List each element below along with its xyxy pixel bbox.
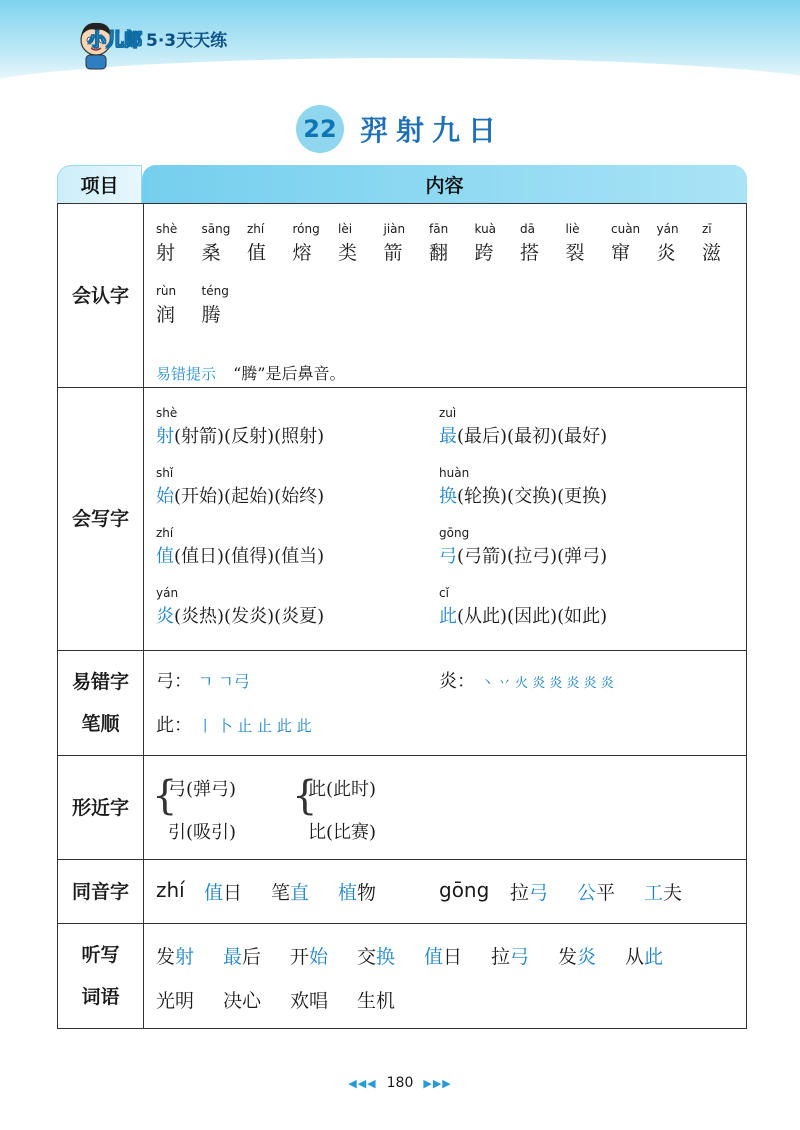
write-line bbox=[439, 422, 607, 448]
write-char: 最 bbox=[439, 426, 457, 447]
word-highlight: 公 bbox=[577, 882, 597, 904]
dictation-word bbox=[424, 942, 462, 969]
word-part: 交 bbox=[357, 946, 377, 968]
brand-name: 小儿郎 bbox=[88, 30, 142, 51]
recognize-char bbox=[702, 222, 746, 265]
lesson-title-bar bbox=[0, 105, 800, 153]
recognize-content bbox=[144, 204, 746, 387]
lesson-number-badge: 22 bbox=[296, 105, 344, 153]
hanzi-char: 翻 bbox=[429, 242, 449, 264]
word-part: 日 bbox=[443, 946, 463, 968]
pinyin-label: shǐ bbox=[156, 466, 174, 480]
dictation-word: 决心 bbox=[223, 990, 262, 1012]
dictation-word bbox=[223, 942, 261, 969]
row-label-write: 会写字 bbox=[58, 388, 144, 650]
write-char: 此 bbox=[439, 606, 457, 627]
pinyin-label: jiàn bbox=[383, 222, 406, 236]
pinyin-label: liè bbox=[565, 222, 580, 236]
stroke-gong bbox=[156, 667, 250, 693]
homophone-word bbox=[577, 878, 615, 905]
homophone-pinyin-2: gōng bbox=[439, 878, 490, 902]
pinyin-label: yán bbox=[156, 586, 179, 600]
hanzi-char: 桑 bbox=[201, 242, 221, 264]
dictation-word: 生机 bbox=[357, 990, 396, 1012]
word-part: 日 bbox=[223, 882, 243, 904]
column-header-item: 项目 bbox=[57, 165, 142, 203]
dictation-word: 光明 bbox=[156, 990, 195, 1012]
write-char: 换 bbox=[439, 486, 457, 507]
similar-b2: 比(比赛) bbox=[308, 822, 377, 843]
hint-label: 易错提示 bbox=[156, 365, 217, 383]
pinyin-label: zuì bbox=[439, 406, 457, 420]
word-highlight: 始 bbox=[309, 946, 329, 968]
left-arrows-icon: ◀◀◀ bbox=[348, 1076, 377, 1090]
brace-left-2: { bbox=[292, 773, 318, 819]
stroke-gong-label: 弓： bbox=[156, 671, 192, 692]
write-words: (最后)(最初)(最好) bbox=[457, 426, 608, 447]
recognize-char bbox=[247, 222, 291, 265]
table-row-dictation bbox=[57, 924, 747, 1029]
word-highlight: 炎 bbox=[577, 946, 597, 968]
row-label-dictation-1: 听写 bbox=[81, 944, 120, 966]
word-part: 夫 bbox=[663, 882, 683, 904]
row-label-similar: 形近字 bbox=[58, 756, 144, 859]
word-highlight: 值 bbox=[424, 946, 444, 968]
hint-line bbox=[156, 361, 345, 384]
dictation-word bbox=[625, 942, 663, 969]
write-item bbox=[439, 586, 607, 628]
hanzi-char: 跨 bbox=[474, 242, 494, 264]
pinyin-label: téng bbox=[201, 284, 229, 298]
write-line bbox=[156, 542, 324, 568]
pinyin-label: huàn bbox=[439, 466, 470, 480]
write-line bbox=[439, 602, 607, 628]
pinyin-label: lèi bbox=[338, 222, 353, 236]
homophone-word bbox=[204, 878, 242, 905]
recognize-char bbox=[338, 222, 382, 265]
word-part: 物 bbox=[357, 882, 377, 904]
write-item bbox=[439, 406, 607, 448]
table-row-recognize bbox=[57, 203, 747, 388]
stroke-yan bbox=[439, 667, 614, 693]
write-line bbox=[439, 482, 607, 508]
recognize-char bbox=[611, 222, 655, 265]
lesson-title: 羿射九日 bbox=[359, 114, 504, 147]
pinyin-label: shè bbox=[156, 406, 178, 420]
word-part: 平 bbox=[596, 882, 616, 904]
homophone-word bbox=[510, 878, 548, 905]
write-char: 射 bbox=[156, 426, 174, 447]
write-item bbox=[439, 526, 607, 568]
row-label-recognize: 会认字 bbox=[58, 204, 144, 387]
similar-a2: 引(吸引) bbox=[168, 822, 237, 843]
dictation-content bbox=[144, 924, 746, 1028]
word-highlight: 直 bbox=[290, 882, 310, 904]
row-label-dictation-2: 词语 bbox=[81, 986, 120, 1008]
table-row-similar bbox=[57, 756, 747, 860]
recognize-char bbox=[293, 222, 337, 265]
write-item bbox=[156, 466, 324, 508]
word-part: 后 bbox=[242, 946, 262, 968]
pinyin-label: zhí bbox=[156, 526, 174, 540]
brand-logo bbox=[88, 26, 227, 52]
summary-table bbox=[57, 165, 747, 1029]
word-highlight: 值 bbox=[204, 882, 224, 904]
write-line bbox=[156, 422, 324, 448]
homophone-word bbox=[271, 878, 309, 905]
similar-b1: 此(此时) bbox=[308, 779, 377, 800]
stroke-ci-label: 此： bbox=[156, 715, 192, 736]
stroke-ci bbox=[156, 711, 312, 737]
dictation-word bbox=[156, 942, 194, 969]
dictation-word bbox=[558, 942, 596, 969]
pinyin-label: gōng bbox=[439, 526, 470, 540]
hanzi-char: 熔 bbox=[292, 242, 312, 264]
homophone-word bbox=[644, 878, 682, 905]
word-part: 拉 bbox=[510, 882, 530, 904]
hanzi-char: 窜 bbox=[611, 242, 631, 264]
pinyin-label: kuà bbox=[474, 222, 497, 236]
recognize-char bbox=[520, 222, 564, 265]
pinyin-label: dā bbox=[520, 222, 535, 236]
hanzi-char: 搭 bbox=[520, 242, 540, 264]
strokes-content bbox=[144, 651, 746, 755]
hanzi-char: 值 bbox=[247, 242, 267, 264]
word-part: 开 bbox=[290, 946, 310, 968]
homophone-word bbox=[338, 878, 376, 905]
page-number: 180 bbox=[386, 1075, 414, 1091]
hanzi-char: 裂 bbox=[565, 242, 585, 264]
write-line bbox=[156, 602, 324, 628]
word-highlight: 此 bbox=[644, 946, 664, 968]
write-words: (从此)(因此)(如此) bbox=[457, 606, 608, 627]
write-item bbox=[156, 406, 324, 448]
recognize-char bbox=[657, 222, 701, 265]
write-words: (弓箭)(拉弓)(弹弓) bbox=[457, 546, 608, 567]
pinyin-label: zhí bbox=[247, 222, 265, 236]
column-header-content: 内容 bbox=[142, 165, 747, 203]
recognize-char bbox=[202, 222, 246, 265]
write-char: 值 bbox=[156, 546, 174, 567]
hanzi-char: 炎 bbox=[656, 242, 676, 264]
recognize-char bbox=[156, 284, 200, 327]
page-footer bbox=[0, 1075, 800, 1091]
right-arrows-icon: ▶▶▶ bbox=[423, 1076, 452, 1090]
stroke-yan-sequence: 丶 丷 火 炎 炎 炎 炎 炎 bbox=[480, 676, 614, 691]
pinyin-label: cuàn bbox=[611, 222, 641, 236]
hanzi-char: 腾 bbox=[201, 304, 221, 326]
hanzi-char: 润 bbox=[156, 304, 176, 326]
pinyin-label: cǐ bbox=[439, 586, 449, 600]
word-part: 发 bbox=[558, 946, 578, 968]
word-highlight: 弓 bbox=[529, 882, 549, 904]
hanzi-char: 滋 bbox=[702, 242, 722, 264]
table-header bbox=[57, 165, 747, 203]
row-label-strokes-1: 易错字 bbox=[71, 671, 129, 693]
recognize-char bbox=[566, 222, 610, 265]
homophone-pinyin-1: zhí bbox=[156, 878, 185, 902]
hint-text: “腾”是后鼻音。 bbox=[233, 364, 346, 383]
pinyin-label: yán bbox=[656, 222, 679, 236]
table-row-write bbox=[57, 388, 747, 651]
write-item bbox=[156, 526, 324, 568]
dictation-word bbox=[491, 942, 529, 969]
word-highlight: 射 bbox=[175, 946, 195, 968]
pinyin-label: rùn bbox=[156, 284, 177, 298]
table-row-homophone bbox=[57, 860, 747, 924]
write-item bbox=[439, 466, 607, 508]
stroke-gong-sequence: ㄱ ㄱ弓 bbox=[197, 672, 250, 691]
word-highlight: 弓 bbox=[510, 946, 530, 968]
write-words: (射箭)(反射)(照射) bbox=[174, 426, 325, 447]
write-content bbox=[144, 388, 746, 650]
stroke-ci-sequence: 丨 卜 止 止 此 此 bbox=[197, 717, 312, 735]
similar-a1: 弓(弹弓) bbox=[168, 779, 237, 800]
recognize-char bbox=[429, 222, 473, 265]
word-part: 从 bbox=[625, 946, 645, 968]
dictation-word bbox=[357, 942, 395, 969]
row-label-strokes bbox=[58, 651, 144, 755]
dictation-word: 欢唱 bbox=[290, 990, 329, 1012]
hanzi-char: 类 bbox=[338, 242, 358, 264]
word-highlight: 工 bbox=[644, 882, 664, 904]
stroke-yan-label: 炎： bbox=[439, 671, 475, 692]
write-item bbox=[156, 586, 324, 628]
row-label-dictation bbox=[58, 924, 144, 1028]
dictation-word bbox=[290, 942, 328, 969]
recognize-char bbox=[202, 284, 246, 327]
word-highlight: 植 bbox=[338, 882, 358, 904]
write-words: (值日)(值得)(值当) bbox=[174, 546, 325, 567]
similar-content bbox=[144, 756, 746, 859]
recognize-char bbox=[475, 222, 519, 265]
recognize-char bbox=[156, 222, 200, 265]
pinyin-label: zī bbox=[702, 222, 712, 236]
write-words: (轮换)(交换)(更换) bbox=[457, 486, 608, 507]
pinyin-label: róng bbox=[292, 222, 320, 236]
pinyin-label: fān bbox=[429, 222, 449, 236]
row-label-homophone: 同音字 bbox=[58, 860, 144, 923]
word-highlight: 换 bbox=[376, 946, 396, 968]
pinyin-label: sāng bbox=[201, 222, 231, 236]
recognize-char bbox=[384, 222, 428, 265]
brace-left-1: { bbox=[152, 773, 178, 819]
hanzi-char: 箭 bbox=[383, 242, 403, 264]
write-char: 始 bbox=[156, 486, 174, 507]
word-part: 发 bbox=[156, 946, 176, 968]
word-part: 拉 bbox=[491, 946, 511, 968]
write-words: (开始)(起始)(始终) bbox=[174, 486, 325, 507]
word-part: 笔 bbox=[271, 882, 291, 904]
row-label-strokes-2: 笔顺 bbox=[81, 713, 120, 735]
write-words: (炎热)(发炎)(炎夏) bbox=[174, 606, 325, 627]
write-char: 炎 bbox=[156, 606, 174, 627]
write-line bbox=[156, 482, 324, 508]
hanzi-char: 射 bbox=[156, 242, 176, 264]
write-line bbox=[439, 542, 607, 568]
homophone-content bbox=[144, 860, 746, 923]
brand-series: 5·3天天练 bbox=[146, 31, 228, 51]
pinyin-label: shè bbox=[156, 222, 178, 236]
table-row-strokes bbox=[57, 651, 747, 756]
write-char: 弓 bbox=[439, 546, 457, 567]
word-highlight: 最 bbox=[223, 946, 243, 968]
